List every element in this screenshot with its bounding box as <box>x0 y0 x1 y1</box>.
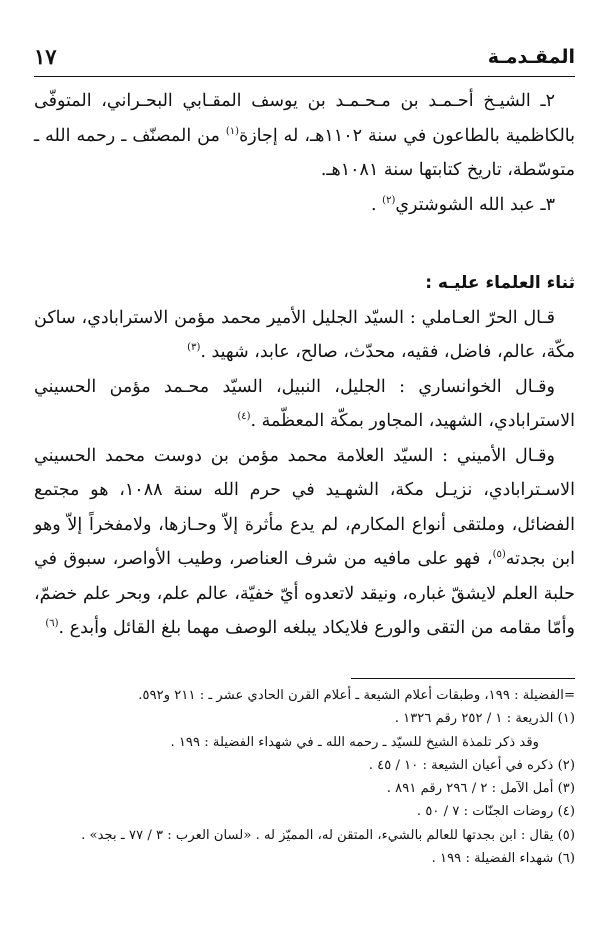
footnote-4: (٤) روضات الجنّات : ٧ / ٥٠ . <box>416 804 575 820</box>
footnote-ref-4[interactable]: (٤) <box>237 411 251 423</box>
running-title: المقـدمـة <box>487 46 575 68</box>
footnote-1: (١) الذريعة : ١ / ٢٥٢ رقم ١٣٢٦ . <box>394 711 575 727</box>
footnote-ref-2[interactable]: (٢) <box>382 194 396 206</box>
footnote-ref-3[interactable]: (٣) <box>187 342 201 354</box>
footnote-ref-5[interactable]: (٥) <box>492 549 506 561</box>
section-heading: ثناء العلماء عليـه : <box>425 273 575 293</box>
footnote-ref-1[interactable]: (١) <box>225 125 240 137</box>
page-number: ١٧ <box>34 44 57 69</box>
header-rule <box>34 76 575 77</box>
footnote-1-note: وقد ذكر تلمذة الشيخ للسيّد ـ رحمه الله ـ في شهداء الفضيلة : ١٩٩ . <box>170 734 539 750</box>
list-item-2: ٢ـ الشيـخ أحـمـد بن مـحـمـد بن يوسف المقـابي البحـراني، المتوفّى بالكاظمية بالطاعون في سنة ١١٠٢هـ، له إجازة$^{(١)}$ من المصنّف ـ رحمه الله ـ متوسّطة، تاريخ كتابتها سنة ١٠٨١هـ. <box>34 91 576 180</box>
footnote-3: (٣) أمل الآمل : ٢ / ٢٩٦ رقم ٨٩١ . <box>386 781 575 797</box>
main-text <box>34 84 575 646</box>
paragraph-amini: وقـال الأميني : السيّد العلامة محمد مؤمن بن دوست محمد الحسيني الاسـترابادي، نزيـل مكة، الشهـيد في حرم الله سنة ١٠٨٨، هو مجتمع الفضائل، وملتقى أنواع المكارم، لم يدع مأثرة إلاّ وحـازها، ولامفخراً إلاّ وهو ابن بجدته$^{(٥)}$، فهو على مافيه من شرف العناصر، وطيب الأواصر، سبوق في حلبة العلم لايشقّ غباره، ونيقد لاتعدوه أيّ خفيّة، عالم علم، وبحر علم خضمّ، وأمّا مقامه من التقى والورع فلايكاد يبلغه الوصف مهما بلغ القائل وأبدع .$^{(٦)}$ <box>34 445 575 638</box>
footnote-ref-6[interactable]: (٦) <box>45 618 59 630</box>
list-item-3: ٣ـ عبد الله الشوشتري$^{(٢)}$ . <box>371 194 555 215</box>
paragraph-hurr-amili: قـال الحرّ العـاملي : السيّد الجليل الأمير محمد مؤمن الاسترابادي، ساكن مكّة، عالم، فاضل، فقيه، محدّث، صالح، عابد، شهيد .$^{(٣)}$ <box>34 307 575 362</box>
footnote-5: (٥) يقال : ابن بجدتها للعالم بالشيء، المتقن له، المميّز له . «لسان العرب : ٣ / ٧٧ ـ بجد» . <box>81 827 575 843</box>
footnotes <box>34 684 575 870</box>
footnote-separator <box>351 678 575 679</box>
footnote-2: (٢) ذكره في أعيان الشيعة : ١٠ / ٤٥ . <box>368 757 575 773</box>
footnote-continuation: =الفضيلة : ١٩٩، وطبقات أعلام الشيعة ـ أعلام القرن الحادي عشر ـ : ٢١١ و٥٩٢. <box>138 688 575 703</box>
paragraph-khwansari: وقـال الخوانساري : الجليل، النبيل، السيّد محـمد مؤمن الحسيني الاسترابادي، الشهيد، المجاور بمكّة المعظّمة .$^{(٤)}$ <box>34 376 575 431</box>
page-header <box>34 44 575 74</box>
footnote-6: (٦) شهداء الفضيلة : ١٩٩ . <box>431 851 575 867</box>
